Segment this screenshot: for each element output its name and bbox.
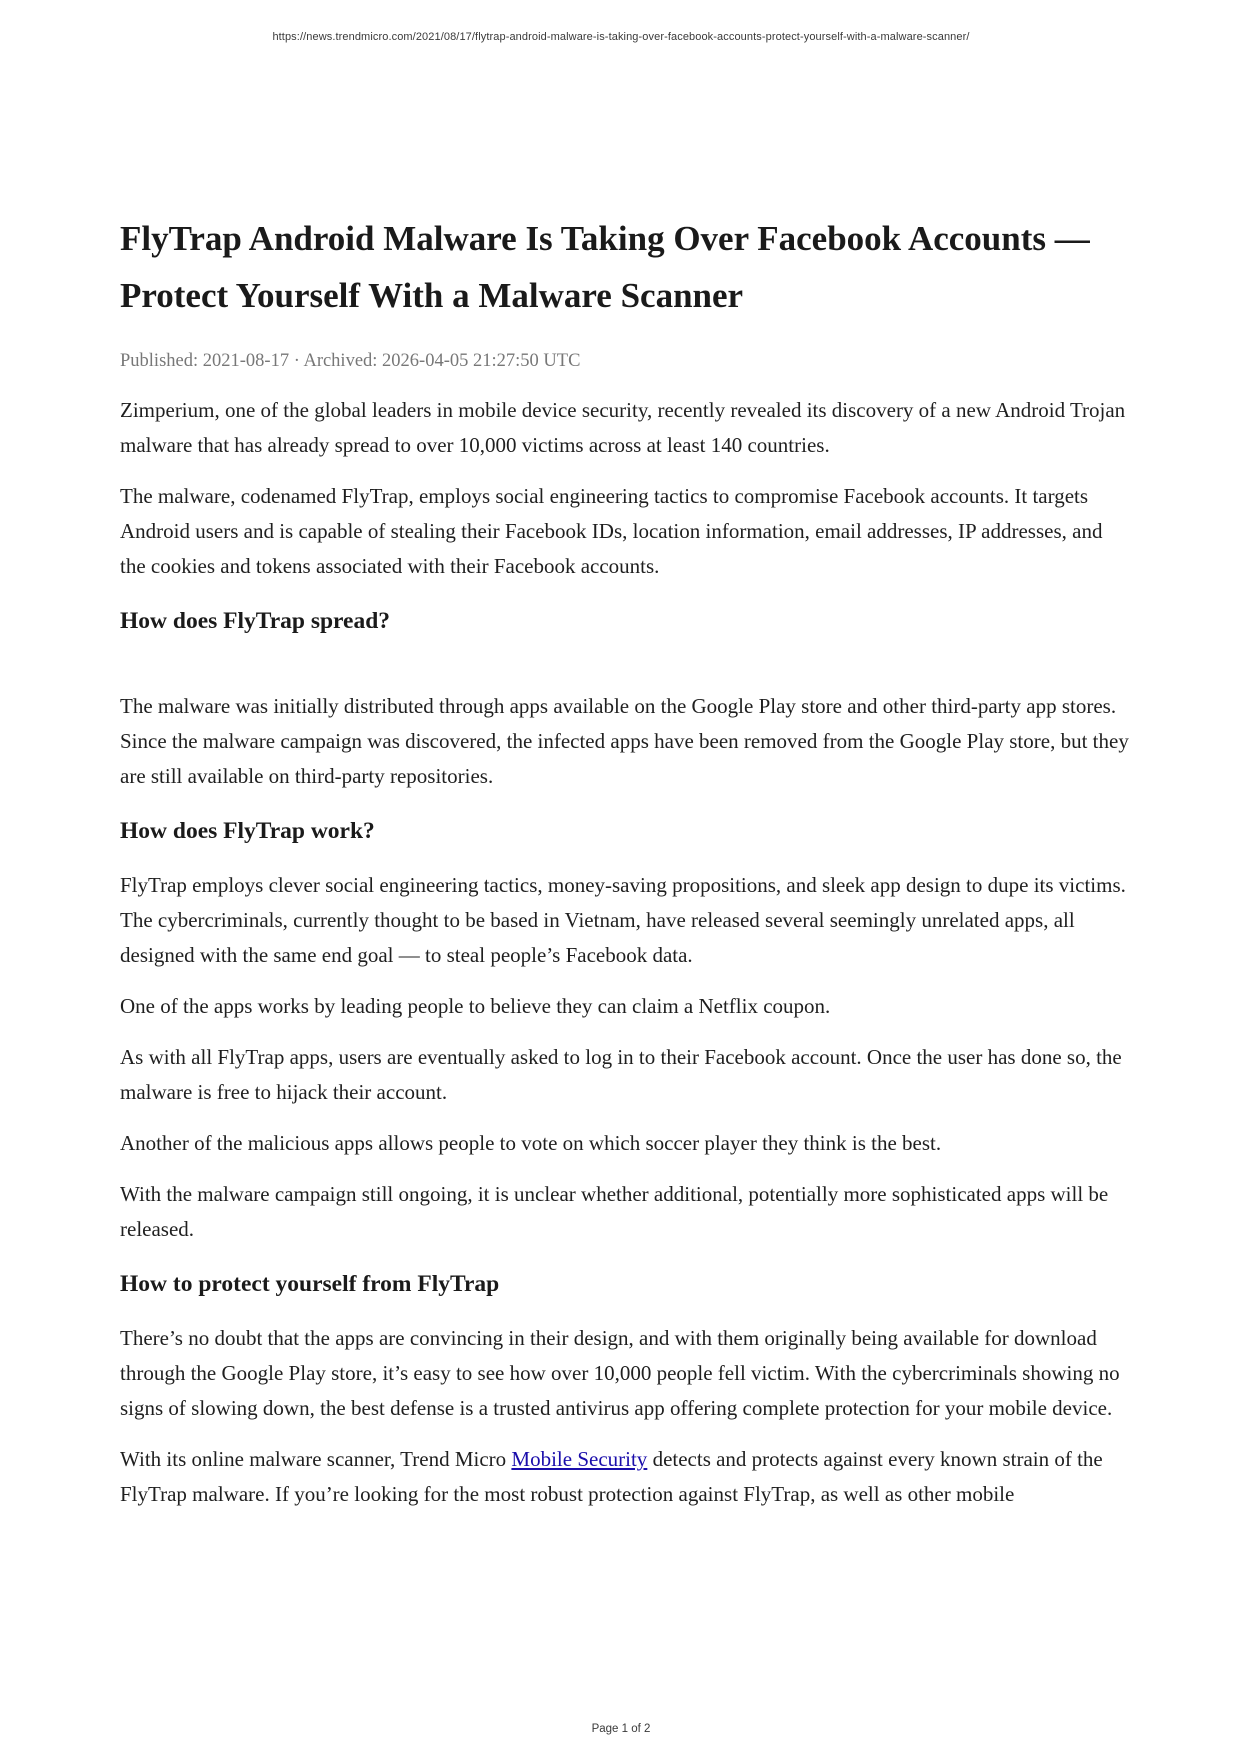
paragraph-defense: There’s no doubt that the apps are convincing in their design, and with them originally being available for download through the Google Play store, it’s easy to see how over 10,000 people fell victim. With the cybercriminals showing no signs of slowing down, the best defense is a trusted antivirus app offering complete protection for your mobile device. [120, 1326, 1120, 1420]
article-title-line-1: FlyTrap Android Malware Is Taking Over Facebook Accounts — [120, 219, 1090, 258]
article [120, 210, 1130, 1512]
publish-meta: Published: 2021-08-17 · Archived: 2026-04-05 21:27:50 UTC [120, 351, 581, 371]
paragraph-ongoing: With the malware campaign still ongoing, it is unclear whether additional, potentially more sophisticated apps will be released. [120, 1182, 1109, 1241]
source-url: https://news.trendmicro.com/2021/08/17/flytrap-android-malware-is-taking-over-facebook-accounts-protect-yourself-with-a-malware-scanner/ [272, 31, 970, 43]
heading-how-protect: How to protect yourself from FlyTrap [120, 1271, 500, 1297]
article-title [120, 210, 1130, 324]
scanner-text-before: With its online malware scanner, Trend Micro [120, 1447, 512, 1471]
paragraph-distribution: The malware was initially distributed through apps available on the Google Play store and other third-party app stores. Since the malware campaign was discovered, the infected apps have been removed from the Google Play store, but they are still available on third-party repositories. [120, 694, 1129, 788]
paragraph-tactics: FlyTrap employs clever social engineering tactics, money-saving propositions, and sleek app design to dupe its victims. The cybercriminals, currently thought to be based in Vietnam, have released several seemingly unrelated apps, all designed with the same end goal — to steal people’s Facebook data. [120, 873, 1126, 967]
paragraph-netflix: One of the apps works by leading people to believe they can claim a Netflix coupon. [120, 994, 831, 1018]
page-number: Page 1 of 2 [591, 1723, 651, 1735]
paragraph-soccer: Another of the malicious apps allows people to vote on which soccer player they think is the best. [120, 1131, 942, 1155]
mobile-security-link[interactable]: Mobile Security [511, 1447, 648, 1471]
article-title-line-2: Protect Yourself With a Malware Scanner [120, 276, 744, 315]
paragraph-codename: The malware, codenamed FlyTrap, employs social engineering tactics to compromise Facebook accounts. It targets Android users and is capable of stealing their Facebook IDs, location information, email addresses, IP addresses, and the cookies and tokens associated with their Facebook accounts. [120, 484, 1103, 578]
scanner-text-after: detects and protects against every known strain of the FlyTrap malware. If you’re looking for the most robust protection against FlyTrap, as well as other mobile [120, 1447, 1103, 1506]
paragraph-login: As with all FlyTrap apps, users are eventually asked to log in to their Facebook account. Once the user has done so, the malware is free to hijack their account. [120, 1045, 1122, 1104]
paragraph-scanner [120, 1442, 1130, 1512]
heading-how-spread: How does FlyTrap spread? [120, 608, 391, 634]
heading-how-work: How does FlyTrap work? [120, 818, 375, 844]
paragraph-intro: Zimperium, one of the global leaders in mobile device security, recently revealed its discovery of a new Android Trojan malware that has already spread to over 10,000 victims across at least 140 countries. [120, 398, 1126, 457]
